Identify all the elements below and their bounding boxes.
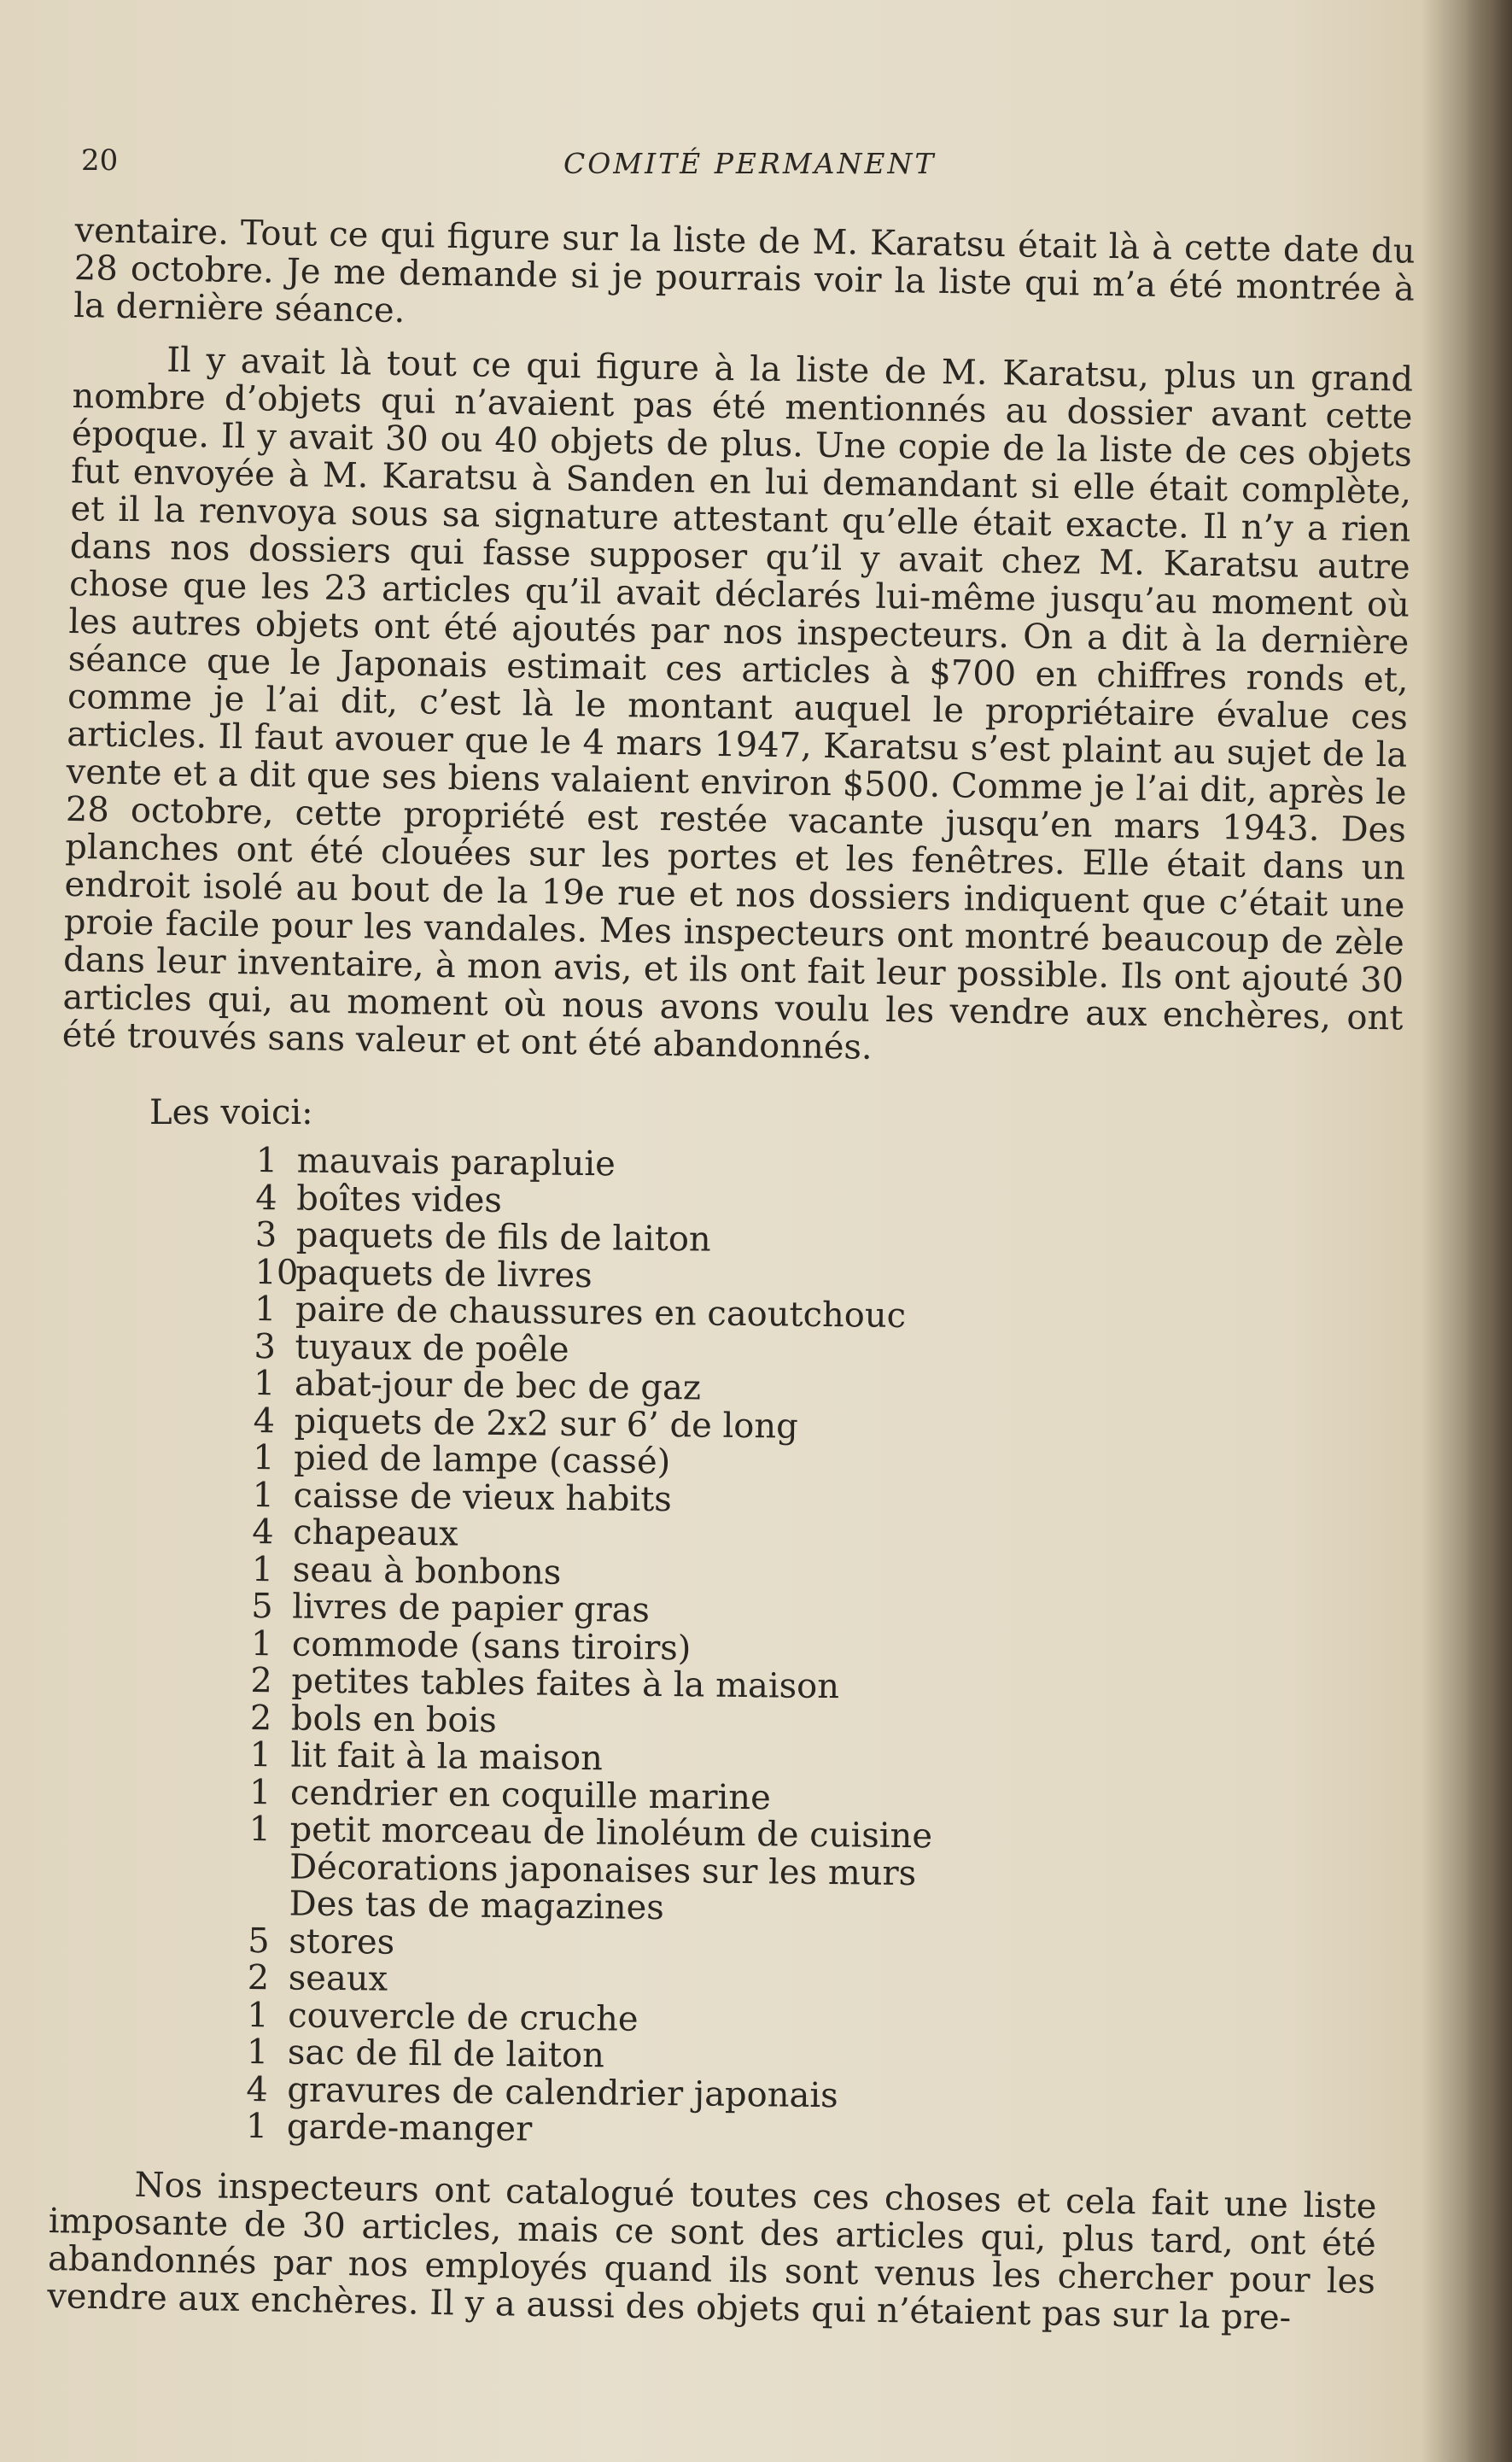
item-quantity: 1 (248, 1772, 271, 1812)
item-quantity: 1 (253, 1363, 276, 1404)
item-description: paire de chaussures en caoutchouc (295, 1289, 907, 1336)
item-description: cendrier en coquille marine (289, 1772, 772, 1817)
item-description: gravures de calendrier japonais (287, 2069, 838, 2115)
item-description: garde-manger (286, 2107, 533, 2149)
item-description: piquets de 2x2 sur 6’ de long (294, 1401, 798, 1447)
item-description: livres de papier gras (292, 1587, 651, 1630)
item-description: seau à bonbons (292, 1549, 562, 1593)
item-description: pied de lampe (cassé) (293, 1438, 671, 1482)
item-quantity: 10 (254, 1252, 299, 1293)
item-description: tuyaux de poêle (295, 1326, 569, 1370)
item-quantity: 1 (251, 1549, 274, 1589)
item-quantity: 3 (254, 1326, 277, 1366)
running-head: COMITÉ PERMANENT (563, 147, 937, 180)
item-quantity: 1 (248, 1809, 271, 1850)
list-intro: Les voici: (149, 1093, 313, 1132)
item-description: chapeaux (292, 1512, 458, 1554)
item-description: commode (sans tiroirs) (291, 1623, 692, 1668)
page-number: 20 (81, 143, 119, 178)
item-description: stores (288, 1921, 395, 1962)
item-description: paquets de fils de laiton (295, 1215, 711, 1260)
item-quantity: 5 (247, 1921, 270, 1961)
item-quantity: 4 (255, 1178, 278, 1218)
paragraph-main: Il y avait là tout ce qui figure à la liste de M. Karatsu, plus un grand nombre d’objets qui n’avaient pas été mentionnés au dossier avant cette époque. Il y avait 30 ou 40 objets de plus. Une copie de la liste de ces objets fut envoyée à M. Karatsu à Sanden en lui demandant si elle était complète, et il la renvoya sous sa signature attestant qu’elle était exacte. Il n’y a rien dans nos dossiers qui fasse supposer qu’il y avait chez M. Karatsu autre chose que les 23 articles qu’il avait déclarés lui-même jusqu’au moment où les autres objets ont été ajoutés par nos inspecteurs. On a dit à la dernière séance que le Japonais estimait ces articles à $700 en chiffres ronds et, comme je l’ai dit, c’est là le montant auquel le propriétaire évalue ces articles. Il faut avouer que le 4 mars 1947, Karatsu s’est plaint au sujet de la vente et a dit que ses biens valaient environ $500. Comme je l’ai dit, après le 28 octobre, cette propriété est restée vacante jusqu’en mars 1943. Des planches ont été clouées sur les portes et les fenêtres. Elle était dans un endroit isolé au bout de la 19e rue et nos dossiers indiquent que c’était une proie facile pour les vandales. Mes inspecteurs ont montré beaucoup de zèle dans leur inventaire, à mon avis, et ils ont fait leur possible. Ils ont ajouté 30 articles qui, au moment où nous avons voulu les vendre aux enchères, ont été trouvés sans valeur et ont été abandonnés. (61, 340, 1414, 1067)
item-description: mauvais parapluie (296, 1141, 616, 1184)
item-description: Des tas de magazines (289, 1884, 665, 1928)
item-quantity: 3 (254, 1214, 277, 1255)
item-description: Décorations japonaises sur les murs (289, 1846, 917, 1893)
item-description: lit fait à la maison (290, 1735, 604, 1779)
item-quantity: 4 (253, 1401, 276, 1441)
item-quantity: 4 (246, 2069, 269, 2109)
page-edge-shadow (1465, 0, 1512, 2462)
item-quantity: 1 (252, 1437, 275, 1478)
item-quantity: 1 (255, 1141, 278, 1181)
item-quantity: 2 (247, 1957, 270, 1998)
item-quantity: 4 (251, 1512, 274, 1553)
paragraph-continuation: ventaire. Tout ce qui figure sur la liste de M. Karatsu était là à cette date du 28 octobre. Je me demande si je pourrais voir la liste qui m’a été montrée à la dernière séance. (73, 211, 1416, 331)
item-description: boîtes vides (296, 1178, 503, 1220)
item-quantity: 1 (252, 1475, 275, 1515)
item-description: petit morceau de linoléum de cuisine (289, 1810, 933, 1857)
item-quantity: 1 (246, 2032, 269, 2073)
page-header (81, 143, 1422, 186)
item-quantity: 2 (249, 1698, 272, 1738)
item-quantity: 5 (251, 1586, 274, 1627)
item-description: paquets de livres (295, 1252, 593, 1295)
item-description: caisse de vieux habits (293, 1475, 673, 1519)
body-text (61, 212, 1416, 1091)
item-description: bols en bois (290, 1698, 498, 1740)
closing-paragraph: Nos inspecteurs ont catalogué toutes ces choses et cela fait une liste imposante de 30 articles, mais ce sont des articles qui, plus tard, ont été abandonnés par nos employés quand ils sont venus les chercher pour les vendre aux enchères. Il y a aussi des objets qui n’étaient pas sur la pre- (46, 2165, 1377, 2338)
list-item (246, 2108, 930, 2153)
item-quantity: 2 (250, 1660, 273, 1701)
item-description: abat-jour de bec de gaz (294, 1364, 702, 1408)
item-quantity: 1 (254, 1289, 277, 1330)
item-description: petites tables faites à la maison (291, 1661, 840, 1707)
item-quantity (248, 1877, 289, 1878)
item-quantity: 1 (250, 1623, 273, 1664)
item-quantity: 1 (249, 1734, 272, 1775)
item-quantity: 1 (247, 1995, 269, 2035)
item-description: couvercle de cruche (288, 1995, 639, 2039)
item-quantity: 1 (245, 2106, 268, 2147)
inventory-list (246, 1143, 940, 2153)
item-description: sac de fil de laiton (287, 2032, 605, 2076)
item-description: seaux (288, 1958, 388, 1999)
